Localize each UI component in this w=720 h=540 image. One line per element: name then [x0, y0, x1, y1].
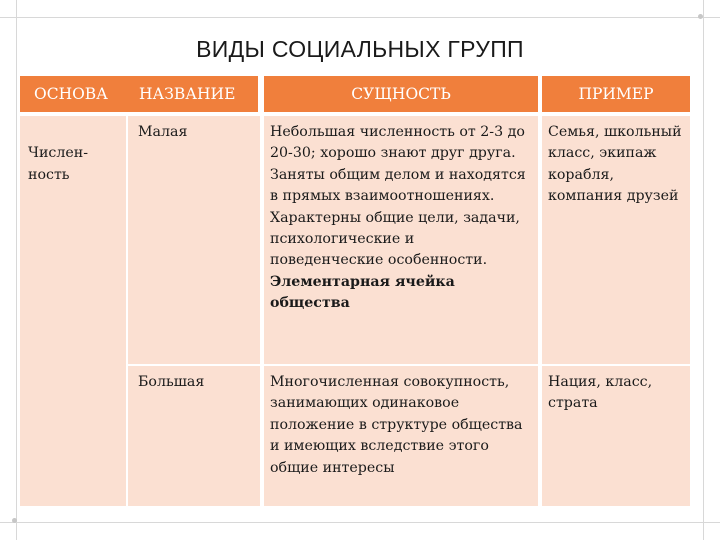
cell-basis — [20, 116, 126, 506]
cell-name-small — [128, 116, 260, 364]
cell-essence-large-text: Многочисленная совокупность, занимающих одинаковое положение в структуре общества и имеющих вследствие этого общие интересы — [270, 374, 523, 476]
header-basis-label: ОСНОВА — [34, 85, 108, 103]
header-example — [542, 76, 690, 112]
header-basis — [20, 76, 128, 112]
frame-top-line — [0, 17, 720, 18]
cell-name-large-text: Большая — [138, 374, 205, 390]
cell-basis-text: Числен- ность — [28, 145, 89, 183]
header-example-label: ПРИМЕР — [578, 85, 654, 103]
header-name-label: НАЗВАНИЕ — [139, 85, 236, 103]
cell-example-large — [542, 366, 690, 506]
cell-essence-large — [264, 366, 538, 506]
corner-dots-bottom-left — [12, 518, 20, 526]
cell-example-small — [542, 116, 690, 364]
frame-right-line — [703, 0, 704, 540]
dot-icon — [12, 518, 17, 523]
header-essence — [264, 76, 538, 112]
corner-dots-top-right — [698, 14, 706, 22]
cell-essence-small — [264, 116, 538, 364]
dot-icon — [698, 14, 703, 19]
frame-left-line — [16, 0, 17, 540]
header-name — [128, 76, 258, 112]
header-essence-label: СУЩНОСТЬ — [351, 85, 451, 103]
cell-example-small-text: Семья, школьный класс, экипаж корабля, компания друзей — [548, 124, 682, 205]
frame-bottom-line — [0, 522, 720, 523]
cell-name-small-text: Малая — [138, 124, 188, 140]
page-title: ВИДЫ СОЦИАЛЬНЫХ ГРУПП — [196, 36, 524, 62]
cell-name-large — [128, 366, 260, 506]
cell-essence-small-bold: Элементарная ячейка общества — [270, 273, 455, 312]
cell-example-large-text: Нация, класс, страта — [548, 374, 653, 412]
cell-essence-small-text: Небольшая численность от 2-3 до 20-30; хорошо знают друг друга. Заняты общим делом и находятся в прямых взаимоотношениях. Характерны общие цели, задачи, психологические и поведенческие особенности. — [270, 124, 526, 269]
